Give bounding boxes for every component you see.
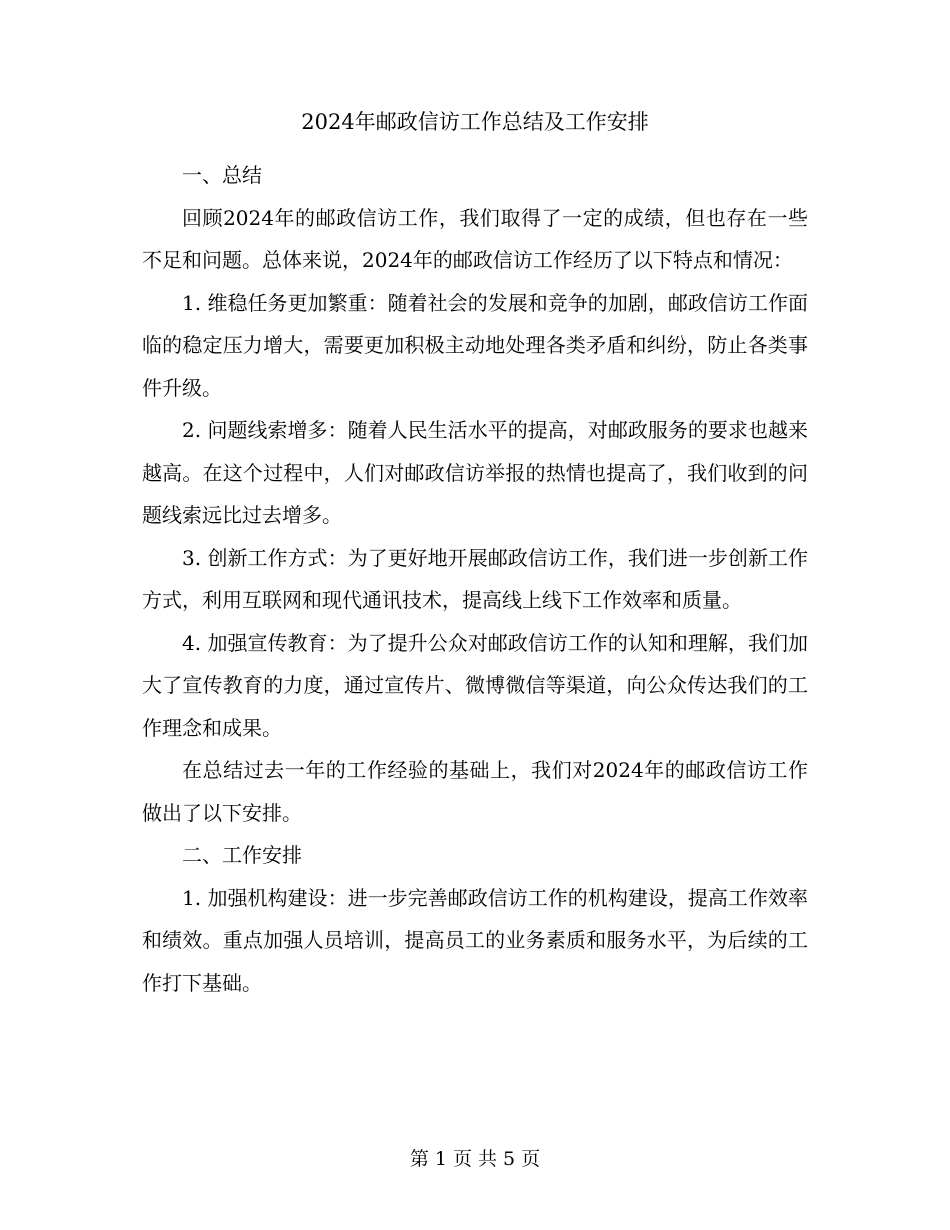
paragraph-transition: 在总结过去一年的工作经验的基础上，我们对2024年的邮政信访工作做出了以下安排。 — [142, 758, 808, 825]
paragraph-item-3: 3. 创新工作方式：为了更好地开展邮政信访工作，我们进一步创新工作方式，利用互联网和现代通讯技术，提高线上线下工作效率和质量。 — [142, 545, 808, 612]
paragraph-arrangement-1: 1. 加强机构建设：进一步完善邮政信访工作的机构建设，提高工作效率和绩效。重点加强人员培训，提高员工的业务素质和服务水平，为后续的工作打下基础。 — [142, 885, 808, 995]
document-body — [142, 154, 808, 1004]
section-heading-summary: 一、总结 — [182, 163, 262, 187]
page-footer: 第 1 页 共 5 页 — [409, 1148, 541, 1170]
document-title: 2024年邮政信访工作总结及工作安排 — [301, 110, 649, 134]
paragraph-item-4: 4. 加强宣传教育：为了提升公众对邮政信访工作的认知和理解，我们加大了宣传教育的力度，通过宣传片、微博微信等渠道，向公众传达我们的工作理念和成果。 — [142, 630, 808, 740]
paragraph-item-2: 2. 问题线索增多：随着人民生活水平的提高，对邮政服务的要求也越来越高。在这个过程中，人们对邮政信访举报的热情也提高了，我们收到的问题线索远比过去增多。 — [142, 418, 808, 527]
section-heading-arrangement: 二、工作安排 — [182, 843, 302, 867]
paragraph-item-1: 1. 维稳任务更加繁重：随着社会的发展和竞争的加剧，邮政信访工作面临的稳定压力增大，需要更加积极主动地处理各类矛盾和纠纷，防止各类事件升级。 — [142, 290, 808, 400]
paragraph-review: 回顾2024年的邮政信访工作，我们取得了一定的成绩，但也存在一些不足和问题。总体来说，2024年的邮政信访工作经历了以下特点和情况： — [142, 205, 808, 272]
